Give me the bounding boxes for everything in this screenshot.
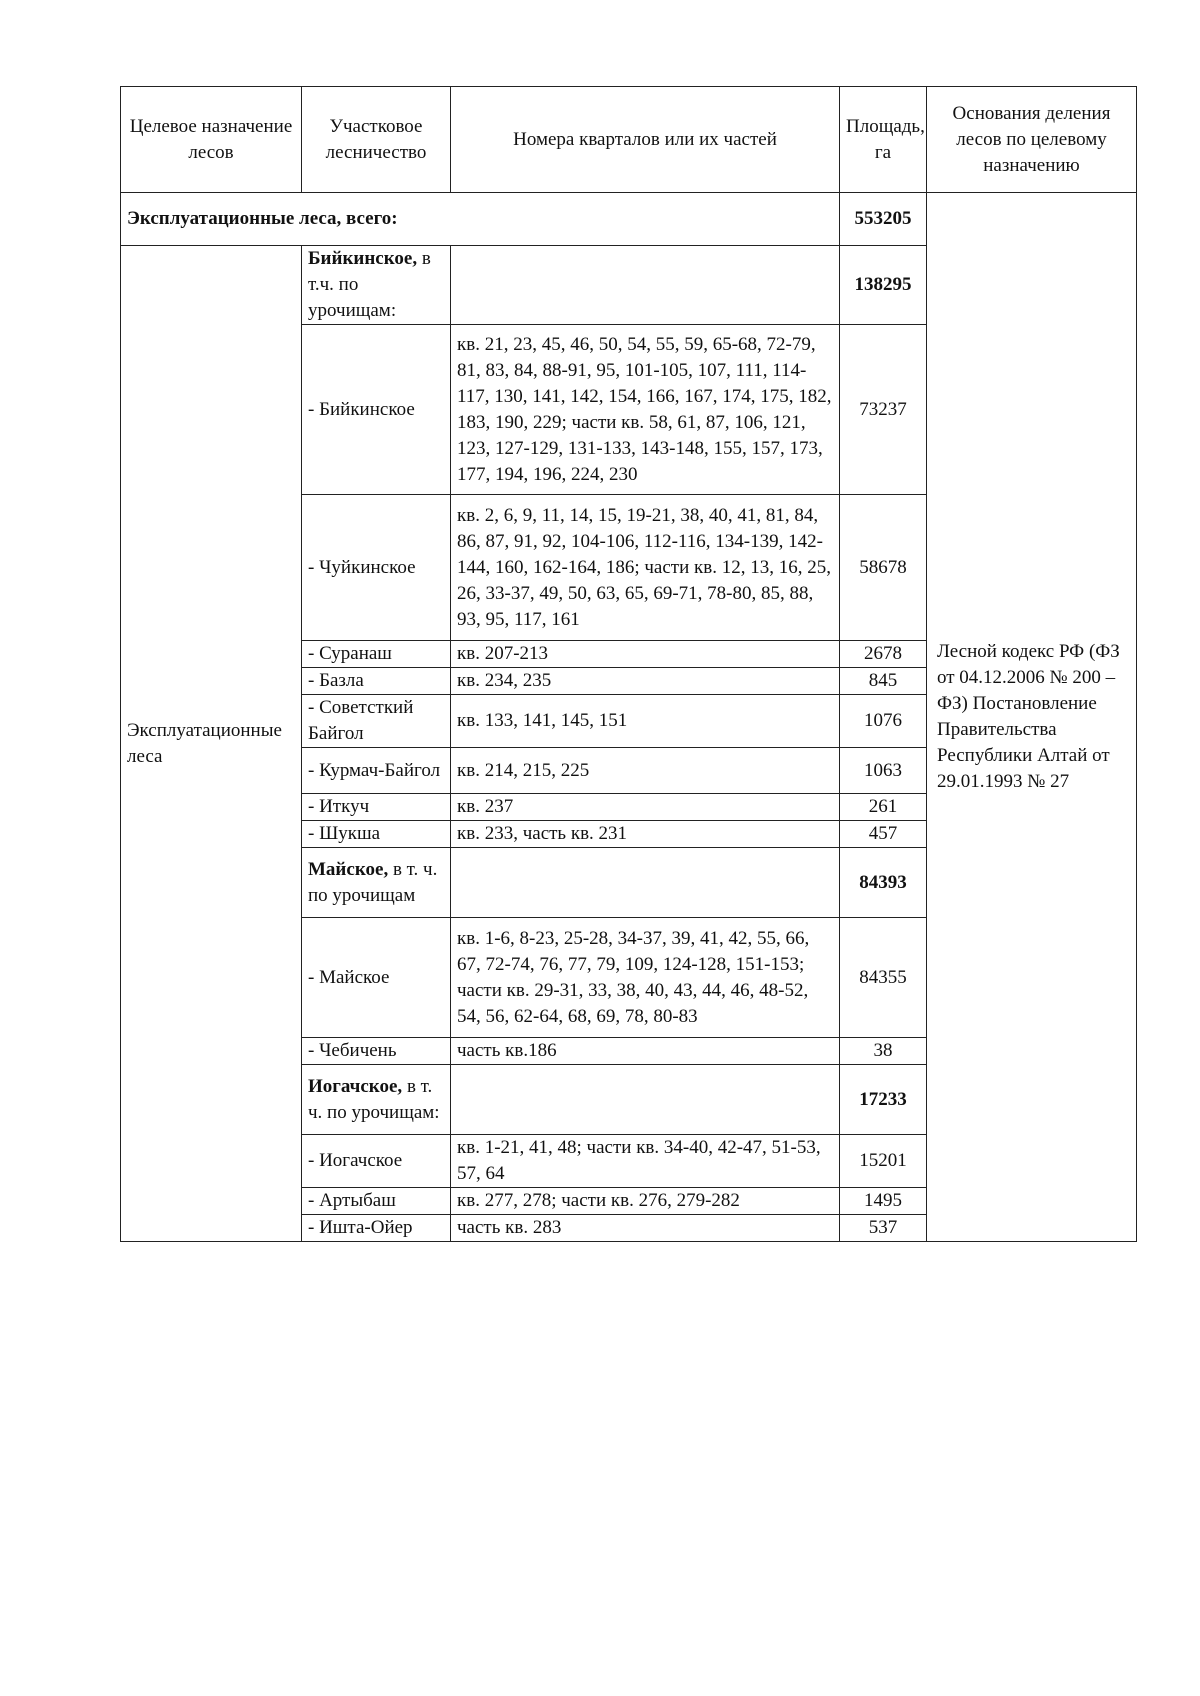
tract-name: - Иогачское <box>302 1135 451 1188</box>
tract-quarters: часть кв.186 <box>451 1038 840 1065</box>
tract-name: - Чебичень <box>302 1038 451 1065</box>
tract-area: 1076 <box>840 695 927 748</box>
tract-name: - Артыбаш <box>302 1188 451 1215</box>
tract-name: - Советсткий Байгол <box>302 695 451 748</box>
district-name <box>302 246 451 325</box>
district-suffix: в т.ч. по урочищам: <box>308 248 431 321</box>
header-purpose: Целевое назначение лесов <box>121 87 302 193</box>
district-quarters <box>451 848 840 918</box>
district-title: Бийкинское, <box>308 248 418 269</box>
tract-name: - Майское <box>302 918 451 1038</box>
purpose-cell: Эксплуатационные леса <box>121 246 302 1242</box>
tract-quarters: кв. 207-213 <box>451 641 840 668</box>
header-district: Участковое лесничество <box>302 87 451 193</box>
tract-area: 537 <box>840 1215 927 1242</box>
tract-quarters: кв. 133, 141, 145, 151 <box>451 695 840 748</box>
header-basis: Основания деления лесов по целевому назначению <box>927 87 1137 193</box>
tract-quarters: кв. 1-6, 8-23, 25-28, 34-37, 39, 41, 42, 55, 66, 67, 72-74, 76, 77, 79, 109, 124-128, 151-153; части кв. 29-31, 33, 38, 40, 43, 44, 46, 48-52, 54, 56, 62-64, 68, 69, 78, 80-83 <box>451 918 840 1038</box>
district-suffix: в т. ч. по урочищам: <box>308 1075 440 1123</box>
tract-area: 73237 <box>840 325 927 495</box>
tract-area: 457 <box>840 821 927 848</box>
header-area: Площадь, га <box>840 87 927 193</box>
header-row <box>121 87 1137 193</box>
district-name <box>302 848 451 918</box>
tract-name: - Иткуч <box>302 794 451 821</box>
tract-quarters: кв. 237 <box>451 794 840 821</box>
tract-quarters: кв. 1-21, 41, 48; части кв. 34-40, 42-47, 51-53, 57, 64 <box>451 1135 840 1188</box>
district-title: Майское, <box>308 858 389 880</box>
tract-name: - Чуйкинское <box>302 495 451 641</box>
district-quarters <box>451 246 840 325</box>
tract-name: - Ишта-Ойер <box>302 1215 451 1242</box>
basis-cell: Лесной кодекс РФ (ФЗ от 04.12.2006 № 200 – ФЗ) Постановление Правительства Республики Алтай от 29.01.1993 № 27 <box>927 193 1137 1242</box>
tract-area: 38 <box>840 1038 927 1065</box>
tract-quarters: кв. 277, 278; части кв. 276, 279-282 <box>451 1188 840 1215</box>
district-suffix: в т. ч. по урочищам <box>308 858 438 906</box>
district-area: 84393 <box>840 848 927 918</box>
tract-quarters: кв. 2, 6, 9, 11, 14, 15, 19-21, 38, 40, 41, 81, 84, 86, 87, 91, 92, 104-106, 112-116, 134-139, 142-144, 160, 162-164, 186; части кв. 12, 13, 16, 25, 26, 33-37, 49, 50, 63, 65, 69-71, 78-80, 85, 88, 93, 95, 117, 161 <box>451 495 840 641</box>
district-title: Иогачское, <box>308 1075 403 1097</box>
tract-area: 261 <box>840 794 927 821</box>
tract-name: - Базла <box>302 668 451 695</box>
district-quarters <box>451 1065 840 1135</box>
tract-area: 84355 <box>840 918 927 1038</box>
tract-area: 1495 <box>840 1188 927 1215</box>
tract-area: 845 <box>840 668 927 695</box>
tract-area: 1063 <box>840 748 927 794</box>
forest-table <box>120 86 1137 1242</box>
total-area: 553205 <box>840 193 927 246</box>
tract-quarters: кв. 21, 23, 45, 46, 50, 54, 55, 59, 65-68, 72-79, 81, 83, 84, 88-91, 95, 101-105, 107, 111, 114-117, 130, 141, 142, 154, 166, 167, 174, 175, 182, 183, 190, 229; части кв. 58, 61, 87, 106, 121, 123, 127-129, 131-133, 143-148, 155, 157, 173, 177, 194, 196, 224, 230 <box>451 325 840 495</box>
tract-quarters: кв. 234, 235 <box>451 668 840 695</box>
total-row <box>121 193 1137 246</box>
tract-quarters: часть кв. 283 <box>451 1215 840 1242</box>
tract-quarters: кв. 214, 215, 225 <box>451 748 840 794</box>
district-area: 138295 <box>840 246 927 325</box>
tract-name: - Суранаш <box>302 641 451 668</box>
tract-name: - Бийкинское <box>302 325 451 495</box>
header-quarters: Номера кварталов или их частей <box>451 87 840 193</box>
tract-area: 2678 <box>840 641 927 668</box>
tract-quarters: кв. 233, часть кв. 231 <box>451 821 840 848</box>
tract-name: - Курмач-Байгол <box>302 748 451 794</box>
district-name <box>302 1065 451 1135</box>
total-label: Эксплуатационные леса, всего: <box>121 193 840 246</box>
tract-area: 58678 <box>840 495 927 641</box>
district-area: 17233 <box>840 1065 927 1135</box>
tract-name: - Шукша <box>302 821 451 848</box>
tract-area: 15201 <box>840 1135 927 1188</box>
